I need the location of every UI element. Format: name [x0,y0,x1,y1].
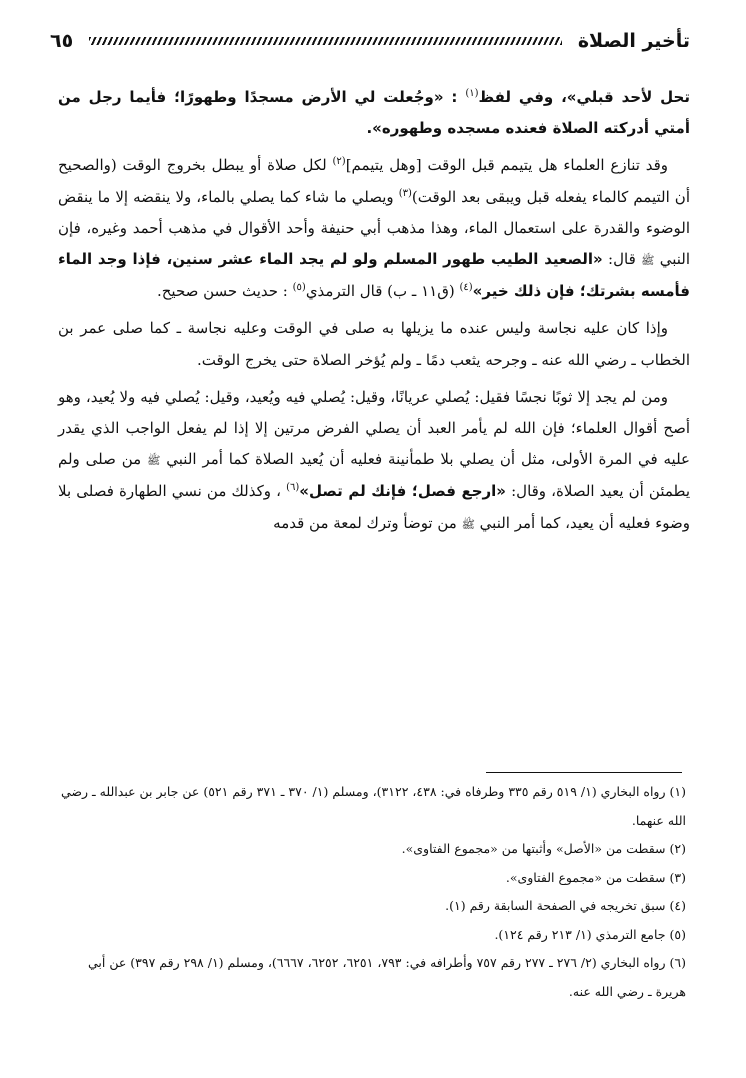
text-run: (ق١١ ـ ب) قال الترمذي [305,282,460,301]
hadith-text: : «وجُعلت لي الأرض مسجدًا وطهورًا؛ فأيما رجل من أمتي أدركته الصلاة فعنده مسجده وطهوره». [58,88,690,138]
hadith-text: «ارجع فصل؛ فإنك لم تصل» [299,482,506,501]
salawat-glyph: ﷺ [461,517,475,531]
text-run: ، وكذلك من نسي الطهارة فصلى بلا وضوء فعليه أن يعيد، كما أمر النبي [58,482,690,532]
footnote-text: جامع الترمذي (١/ ٢١٣ رقم ١٢٤). [494,926,666,942]
hadith-text: تحل لأحد قبلي»، وفي لفظ [478,88,690,106]
footnote-number: (١) [669,784,686,799]
footnotes [58,778,690,1006]
paragraph-4 [58,382,690,540]
hadith-text: «الصعيد الطيب طهور المسلم ولو لم يجد الماء عشر سنين، فإذا وجد الماء فأمسه بشرتك؛ فإن ذلك خير» [58,250,690,301]
footnote-number: (٣) [669,869,686,885]
footnote-ref: (١) [465,88,479,99]
page-header [50,24,690,58]
footnote-number: (٢) [669,841,686,856]
text-run: قال: [602,250,642,269]
footnote-number: (٤) [669,898,686,913]
footnote [58,949,690,1006]
footnote [58,921,690,950]
footnote [58,864,690,893]
footnote-text: رواه البخاري (١/ ٥١٩ رقم ٣٣٥ وطرفاه في: ٤٣٨، ٣١٢٢)، ومسلم (١/ ٣٧٠ ـ ٣٧١ رقم ٥٢١) عن جابر بن عبدالله ـ رضي الله عنهما. [60,784,686,828]
paragraph-1 [58,82,690,144]
salawat-glyph: ﷺ [147,454,161,468]
footnote-ref: (٤) [459,282,473,294]
salawat-glyph: ﷺ [641,254,655,268]
paragraph-2 [58,150,690,307]
footnote [58,778,690,835]
paragraph-3: وإذا كان عليه نجاسة وليس عنده ما يزيلها به صلى في الوقت وعليه نجاسة ـ كما صلى عمر بن الخطاب ـ رضي الله عنه ـ وجرحه يثعب دمًا ـ ولم يُؤخر الصلاة حتى يخرج الوقت. [58,319,690,369]
footnote-number: (٥) [669,926,686,942]
footnote-ref: (٣) [398,187,412,199]
footnote-separator [486,772,682,773]
chapter-title: تأخير الصلاة [577,30,690,52]
main-text [58,82,690,546]
footnote-text: سبق تخريجه في الصفحة السابقة رقم (١). [445,898,666,913]
footnote-ref: (٦) [286,482,300,494]
text-run: ويصلي ما شاء كما يصلي بالماء، ولا ينقضه إلا ما ينقض الوضوء والقدرة على استعمال الماء، وهذا مذهب أبي حنيفة وأحد الأقوال في مذهب أحمد وغيره، فإن النبي [58,187,691,269]
page-number: ٦٥ [50,30,74,52]
header-rule [89,37,562,45]
footnote [58,892,690,921]
text-run: وقد تنازع العلماء هل يتيمم قبل الوقت [وهل يتيمم] [345,156,669,175]
footnote-number: (٦) [669,955,686,970]
footnote-text: سقطت من «الأصل» وأثبتها من «مجموع الفتاوى». [401,841,666,856]
text-run: : حديث حسن صحيح. [156,282,293,301]
footnote-text: رواه البخاري (٢/ ٢٧٦ ـ ٢٧٧ رقم ٧٥٧ وأطرافه في: ٧٩٣، ٦٢٥١، ٦٢٥٢، ٦٦٦٧)، ومسلم (١/ ٢٩٨ رقم ٣٩٧) عن أبي هريرة ـ رضي الله عنه. [88,955,686,999]
footnote [58,835,690,864]
text-run: من صلى ولم يطمئن أن يعيد الصلاة، وقال: [58,450,691,501]
footnote-text: سقطت من «مجموع الفتاوى». [505,869,666,885]
footnote-ref: (٢) [332,156,346,168]
text-run: لكل صلاة أو يبطل بخروج الوقت (والصحيح أن التيمم كالماء يفعله قبل ويبقى بعد الوقت) [58,156,690,206]
text-run: من توضأ وترك لمعة من قدمه [273,513,462,532]
text-run: ومن لم يجد إلا ثوبًا نجسًا فقيل: يُصلي عريانًا، وقيل: يُصلي فيه ويُعيد، وقيل: يُصلي فيه ولا يُعيد، وهو أصح أقوال العلماء؛ فإن الله لم يأمر العبد أن يصلي الفرض مرتين إلا إذا لم يفعل الواجب الذي يقدر عليه في المرة الأولى، مثل أن يصلي بلا طمأنينة فعليه أن يُعيد الصلاة كما أمر النبي [58,387,690,469]
footnote-ref: (٥) [292,282,306,294]
